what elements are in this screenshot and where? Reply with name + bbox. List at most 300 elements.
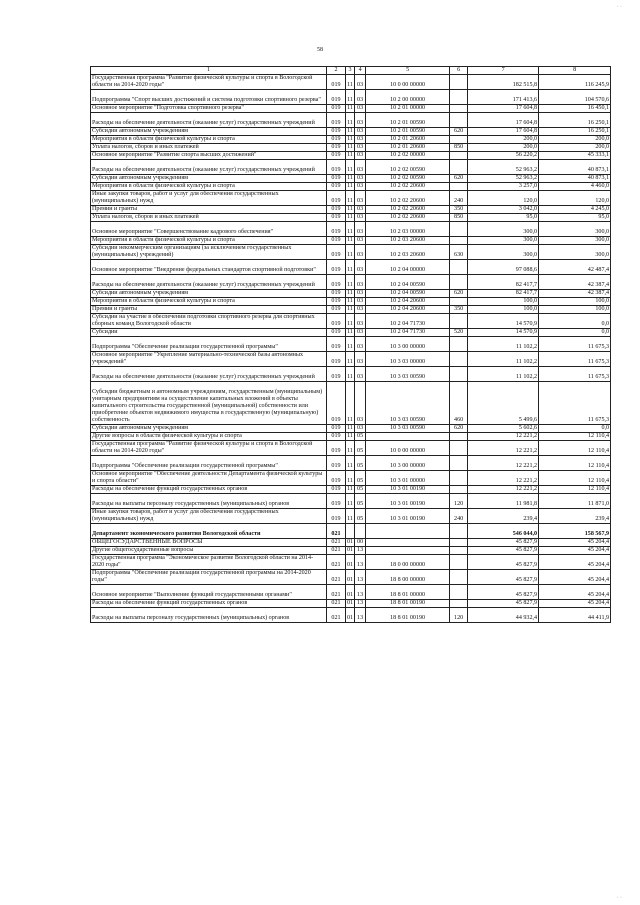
row-amount-year1-cell: 3 042,0	[468, 206, 539, 214]
row-amount-year2-cell: 16 250,1	[539, 113, 611, 128]
row-name-cell: Уплата налогов, сборов и иных платежей	[91, 144, 327, 152]
row-subsection-cell: 03	[355, 206, 366, 214]
row-subsection-cell: 13	[355, 585, 366, 600]
row-amount-year1-cell: 44 932,4	[468, 608, 539, 623]
row-section-cell: 11	[347, 144, 353, 150]
row-subsection-cell: 03	[355, 105, 366, 113]
row-subsection-cell: 05	[355, 486, 366, 494]
row-amount-year2-cell: 45 204,4	[539, 555, 611, 570]
row-amount-year2-cell: 11 675,3	[539, 382, 611, 425]
row-ministry-code-cell: 019	[327, 441, 346, 456]
corner-mark-top: · ·	[616, 4, 622, 10]
row-section-cell: 01	[346, 585, 355, 600]
row-amount-year2-cell: 11 675,3	[539, 337, 611, 352]
row-expense-type-cell	[450, 539, 468, 547]
row-section-cell	[346, 524, 355, 539]
row-expense-type-cell: 240	[450, 191, 468, 206]
row-name-cell: Субсидии автономным учреждениям	[91, 128, 327, 136]
row-amount-year1-cell: 12 221,2	[468, 456, 539, 471]
row-subsection-cell: 03	[355, 191, 366, 206]
row-name-cell: Расходы на обеспечение деятельности (оказание услуг) государственных учреждений	[91, 113, 327, 128]
row-ministry-code-cell: 021	[327, 585, 346, 600]
table-row	[91, 206, 611, 214]
row-amount-year2-cell: 12 110,4	[539, 441, 611, 456]
row-ministry-code-cell: 019	[327, 136, 346, 144]
row-section-cell: 11	[347, 433, 353, 439]
row-target-article-cell: 10 3 01 00190	[366, 509, 450, 524]
row-name-cell: Департамент экономического развития Вологодской области	[91, 524, 327, 539]
table-row	[91, 214, 611, 222]
table-row	[91, 275, 611, 290]
row-ministry-code-cell: 019	[327, 90, 346, 105]
table-row	[91, 486, 611, 494]
row-amount-year1-cell: 182 515,8	[468, 75, 539, 90]
row-target-article-cell	[366, 539, 450, 547]
row-target-article-cell: 10 2 04 00000	[366, 260, 450, 275]
row-expense-type-cell	[450, 600, 468, 608]
row-target-article-cell: 18 8 01 00190	[366, 600, 450, 608]
row-amount-year1-cell: 45 827,9	[468, 600, 539, 608]
row-ministry-code-cell: 019	[327, 214, 346, 222]
row-expense-type-cell	[450, 75, 468, 90]
row-subsection-cell: 03	[355, 222, 366, 237]
row-section-cell: 11	[347, 298, 353, 304]
row-section-cell: 11	[346, 90, 355, 105]
row-section-cell: 01	[346, 570, 355, 585]
row-target-article-cell: 10 2 04 20600	[366, 298, 450, 306]
row-section-cell: 11	[347, 136, 353, 142]
table-row	[91, 245, 611, 260]
row-section-cell: 11	[346, 382, 355, 425]
row-subsection-cell: 13	[355, 600, 366, 608]
row-subsection-cell: 03	[355, 314, 366, 329]
column-header-5: 5	[366, 67, 450, 75]
row-amount-year1-cell: 45 827,9	[468, 570, 539, 585]
row-section-cell: 11	[347, 306, 353, 312]
row-target-article-cell: 10 2 04 71730	[366, 314, 450, 329]
row-amount-year2-cell: 158 567,9	[539, 524, 611, 539]
row-target-article-cell: 10 2 02 00590	[366, 175, 450, 183]
row-ministry-code-cell: 021	[327, 524, 346, 539]
row-name-cell: Подпрограмма "Обеспечение реализации государственной программы на 2014-2020 годы"	[91, 570, 327, 585]
row-expense-type-cell	[450, 113, 468, 128]
row-amount-year2-cell: 12 110,4	[539, 486, 611, 494]
row-ministry-code-cell: 019	[327, 306, 346, 314]
table-row	[91, 183, 611, 191]
row-expense-type-cell: 630	[450, 245, 468, 260]
row-target-article-cell: 10 2 02 00000	[366, 152, 450, 160]
row-ministry-code-cell: 019	[327, 160, 346, 175]
row-expense-type-cell	[450, 524, 468, 539]
row-name-cell: Подпрограмма "Спорт высших достижений и система подготовки спортивного резерва"	[91, 90, 327, 105]
row-name-cell: Расходы на выплаты персоналу государственных (муниципальных) органов	[91, 608, 327, 623]
row-amount-year1-cell: 17 604,8	[468, 128, 539, 136]
row-subsection-cell: 05	[355, 494, 366, 509]
row-amount-year2-cell: 40 873,1	[539, 175, 611, 183]
row-expense-type-cell: 520	[450, 329, 468, 337]
row-name-cell: Основное мероприятие "Развитие спорта высших достижений"	[91, 152, 327, 160]
row-ministry-code-cell: 021	[327, 539, 346, 547]
row-amount-year1-cell: 52 963,2	[468, 160, 539, 175]
row-amount-year2-cell: 45 204,4	[539, 547, 611, 555]
table-row	[91, 425, 611, 433]
row-amount-year2-cell: 16 250,1	[539, 128, 611, 136]
row-amount-year1-cell: 200,0	[468, 144, 539, 152]
row-ministry-code-cell: 019	[327, 290, 346, 298]
row-section-cell: 11	[347, 105, 353, 111]
row-ministry-code-cell: 021	[327, 608, 346, 623]
row-subsection-cell: 13	[355, 570, 366, 585]
column-header-7: 7	[468, 67, 539, 75]
row-ministry-code-cell: 021	[327, 555, 346, 570]
corner-mark-bottom: · ·	[616, 895, 622, 901]
row-amount-year2-cell: 104 570,6	[539, 90, 611, 105]
row-subsection-cell: 03	[355, 352, 366, 367]
row-section-cell: 11	[347, 329, 353, 335]
row-subsection-cell: 03	[355, 152, 366, 160]
budget-table-body	[91, 67, 611, 623]
row-expense-type-cell	[450, 337, 468, 352]
table-row	[91, 382, 611, 425]
row-name-cell: Иные закупки товаров, работ и услуг для обеспечения государственных (муниципальных) нужд	[91, 509, 327, 524]
row-amount-year1-cell: 97 088,6	[468, 260, 539, 275]
column-header-1: 1	[91, 67, 327, 75]
row-expense-type-cell: 620	[450, 128, 468, 136]
row-subsection-cell: 13	[355, 547, 366, 555]
row-expense-type-cell	[450, 152, 468, 160]
row-ministry-code-cell: 019	[327, 128, 346, 136]
row-amount-year1-cell: 100,0	[468, 306, 539, 314]
row-target-article-cell: 18 8 01 00000	[366, 585, 450, 600]
table-row	[91, 191, 611, 206]
row-subsection-cell: 03	[355, 245, 366, 260]
row-subsection-cell: 05	[355, 441, 366, 456]
row-amount-year2-cell: 4 460,0	[539, 183, 611, 191]
row-section-cell: 11	[346, 441, 355, 456]
row-subsection-cell: 03	[355, 306, 366, 314]
row-name-cell: Основное мероприятие "Укрепление материально-технической базы автономных учреждений"	[91, 352, 327, 367]
column-header-2: 2	[327, 67, 346, 75]
row-name-cell: Основное мероприятие "Обеспечение деятельности Департамента физической культуры и спорта области"	[91, 471, 327, 486]
column-header-4: 4	[355, 67, 366, 75]
row-expense-type-cell	[450, 237, 468, 245]
row-subsection-cell: 05	[355, 433, 366, 441]
row-target-article-cell: 10 3 01 00190	[366, 494, 450, 509]
row-section-cell: 11	[346, 245, 355, 260]
row-amount-year2-cell: 116 245,9	[539, 75, 611, 90]
table-row	[91, 90, 611, 105]
column-header-8: 8	[539, 67, 611, 75]
row-subsection-cell: 03	[355, 237, 366, 245]
row-name-cell: Иные закупки товаров, работ и услуг для обеспечения государственных (муниципальных) нужд	[91, 191, 327, 206]
row-name-cell: Расходы на обеспечение деятельности (оказание услуг) государственных учреждений	[91, 160, 327, 175]
row-name-cell: Расходы на выплаты персоналу государственных (муниципальных) органов	[91, 494, 327, 509]
row-expense-type-cell	[450, 456, 468, 471]
row-target-article-cell: 10 3 03 00590	[366, 425, 450, 433]
row-ministry-code-cell: 021	[327, 547, 346, 555]
row-expense-type-cell	[450, 585, 468, 600]
row-section-cell: 11	[347, 290, 353, 296]
row-subsection-cell: 05	[355, 509, 366, 524]
column-header-6: 6	[450, 67, 468, 75]
row-amount-year1-cell: 5 602,6	[468, 425, 539, 433]
row-amount-year1-cell: 95,0	[468, 214, 539, 222]
row-subsection-cell: 03	[355, 160, 366, 175]
row-amount-year1-cell: 45 827,9	[468, 585, 539, 600]
row-amount-year1-cell: 300,0	[468, 245, 539, 260]
row-subsection-cell: 03	[355, 90, 366, 105]
row-subsection-cell: 03	[355, 113, 366, 128]
row-target-article-cell	[366, 524, 450, 539]
row-ministry-code-cell: 019	[327, 183, 346, 191]
row-name-cell: Другие вопросы в области физической культуры и спорта	[91, 433, 327, 441]
row-target-article-cell: 18 8 01 00190	[366, 608, 450, 623]
row-ministry-code-cell: 019	[327, 152, 346, 160]
row-ministry-code-cell: 019	[327, 222, 346, 237]
row-section-cell: 01	[347, 600, 354, 606]
row-name-cell: Мероприятия в области физической культуры и спорта	[91, 298, 327, 306]
row-section-cell: 11	[347, 237, 353, 243]
row-subsection-cell: 03	[355, 298, 366, 306]
row-amount-year2-cell: 11 675,3	[539, 367, 611, 382]
row-amount-year1-cell: 300,0	[468, 237, 539, 245]
row-amount-year2-cell: 100,0	[539, 306, 611, 314]
table-row	[91, 314, 611, 329]
row-section-cell: 11	[346, 191, 355, 206]
row-amount-year2-cell: 95,0	[539, 214, 611, 222]
table-row	[91, 290, 611, 298]
row-amount-year2-cell: 300,0	[539, 222, 611, 237]
row-ministry-code-cell: 019	[327, 245, 346, 260]
row-subsection-cell: 03	[355, 136, 366, 144]
row-subsection-cell: 13	[355, 555, 366, 570]
row-subsection-cell: 03	[355, 175, 366, 183]
row-amount-year1-cell: 12 221,2	[468, 486, 539, 494]
row-section-cell: 01	[346, 555, 355, 570]
row-ministry-code-cell: 021	[327, 570, 346, 585]
row-expense-type-cell	[450, 570, 468, 585]
table-row	[91, 329, 611, 337]
row-ministry-code-cell: 019	[327, 237, 346, 245]
row-amount-year1-cell: 82 417,7	[468, 290, 539, 298]
row-target-article-cell: 10 2 01 20600	[366, 136, 450, 144]
table-row	[91, 433, 611, 441]
table-row	[91, 152, 611, 160]
row-target-article-cell: 10 2 01 00000	[366, 105, 450, 113]
row-subsection-cell: 03	[355, 275, 366, 290]
row-subsection-cell: 03	[355, 367, 366, 382]
row-amount-year2-cell: 42 387,4	[539, 275, 611, 290]
row-expense-type-cell	[450, 441, 468, 456]
row-section-cell: 11	[346, 352, 355, 367]
row-subsection-cell: 03	[355, 183, 366, 191]
row-target-article-cell: 10 2 04 00590	[366, 275, 450, 290]
table-row	[91, 547, 611, 555]
row-amount-year2-cell: 44 411,9	[539, 608, 611, 623]
row-section-cell: 11	[347, 486, 353, 492]
row-section-cell: 11	[346, 314, 355, 329]
row-amount-year1-cell: 45 827,9	[468, 539, 539, 547]
row-name-cell: Государственная программа "Экономическое развитие Вологодской области на 2014-2020 годы"	[91, 555, 327, 570]
row-subsection-cell: 03	[355, 337, 366, 352]
row-subsection-cell: 13	[355, 608, 366, 623]
row-amount-year2-cell: 16 450,1	[539, 105, 611, 113]
row-name-cell: Государственная программа "Развитие физической культуры и спорта в Вологодской области на 2014-2020 годы"	[91, 75, 327, 90]
table-row	[91, 570, 611, 585]
row-name-cell: Субсидии бюджетным и автономным учреждениям, государственным (муниципальным) унитарным предприятиям на осуществление капитальных вложений в объекты капитального строительства государственной (муниципальной) собственности или приобретение объектов недвижимого имущества в государственную (муниципальную) собственность	[91, 382, 327, 425]
row-amount-year2-cell: 0,0	[539, 314, 611, 329]
row-ministry-code-cell: 019	[327, 175, 346, 183]
row-ministry-code-cell: 019	[327, 509, 346, 524]
row-amount-year2-cell: 200,0	[539, 136, 611, 144]
row-expense-type-cell	[450, 555, 468, 570]
row-target-article-cell: 10 2 04 71730	[366, 329, 450, 337]
row-expense-type-cell: 120	[450, 608, 468, 623]
row-amount-year2-cell: 0,0	[539, 329, 611, 337]
row-ministry-code-cell: 019	[327, 382, 346, 425]
row-expense-type-cell	[450, 160, 468, 175]
row-amount-year2-cell: 40 873,1	[539, 160, 611, 175]
row-amount-year1-cell: 45 827,9	[468, 547, 539, 555]
row-target-article-cell: 10 2 03 00000	[366, 222, 450, 237]
table-row	[91, 160, 611, 175]
row-amount-year1-cell: 12 221,2	[468, 433, 539, 441]
row-target-article-cell: 10 2 00 00000	[366, 90, 450, 105]
row-amount-year1-cell: 300,0	[468, 222, 539, 237]
table-row	[91, 337, 611, 352]
row-target-article-cell: 10 0 00 00000	[366, 441, 450, 456]
table-row	[91, 600, 611, 608]
row-target-article-cell: 10 3 03 00590	[366, 367, 450, 382]
row-section-cell: 11	[346, 275, 355, 290]
row-target-article-cell: 10 2 03 20600	[366, 237, 450, 245]
table-row	[91, 113, 611, 128]
row-name-cell: Субсидии автономным учреждениям	[91, 290, 327, 298]
row-section-cell: 11	[346, 509, 355, 524]
row-expense-type-cell	[450, 183, 468, 191]
row-section-cell: 11	[347, 175, 353, 181]
row-subsection-cell: 00	[355, 539, 366, 547]
row-target-article-cell: 10 2 02 20600	[366, 191, 450, 206]
row-section-cell: 11	[346, 367, 355, 382]
table-row	[91, 298, 611, 306]
row-amount-year1-cell: 11 102,2	[468, 352, 539, 367]
row-amount-year1-cell: 12 221,2	[468, 441, 539, 456]
row-amount-year2-cell: 200,0	[539, 144, 611, 152]
row-name-cell: Субсидии на участие в обеспечении подготовки спортивного резерва для спортивных сборных команд Вологодской области	[91, 314, 327, 329]
row-subsection-cell: 03	[355, 214, 366, 222]
row-target-article-cell: 10 2 03 20600	[366, 245, 450, 260]
row-amount-year2-cell: 11 871,0	[539, 494, 611, 509]
row-ministry-code-cell: 019	[327, 314, 346, 329]
row-amount-year2-cell: 45 333,1	[539, 152, 611, 160]
row-expense-type-cell	[450, 105, 468, 113]
table-row	[91, 539, 611, 547]
table-row	[91, 367, 611, 382]
row-target-article-cell: 18 8 00 00000	[366, 570, 450, 585]
table-row	[91, 260, 611, 275]
row-name-cell: Основное мероприятие "Внедрение федеральных стандартов спортивной подготовки"	[91, 260, 327, 275]
table-row	[91, 306, 611, 314]
row-amount-year1-cell: 17 604,8	[468, 105, 539, 113]
table-row	[91, 75, 611, 90]
row-amount-year1-cell: 3 257,0	[468, 183, 539, 191]
row-section-cell: 11	[346, 494, 355, 509]
row-ministry-code-cell: 019	[327, 144, 346, 152]
row-target-article-cell: 10 2 01 00590	[366, 128, 450, 136]
row-name-cell: ОБЩЕГОСУДАРСТВЕННЫЕ ВОПРОСЫ	[91, 539, 327, 547]
row-amount-year2-cell: 120,0	[539, 191, 611, 206]
row-ministry-code-cell: 019	[327, 367, 346, 382]
row-target-article-cell: 18 0 00 00000	[366, 555, 450, 570]
table-row	[91, 585, 611, 600]
table-row	[91, 136, 611, 144]
row-name-cell: Другие общегосударственные вопросы	[91, 547, 327, 555]
row-section-cell: 11	[346, 260, 355, 275]
table-row	[91, 494, 611, 509]
row-target-article-cell: 10 2 01 00590	[366, 113, 450, 128]
row-section-cell: 11	[347, 214, 353, 220]
table-row	[91, 222, 611, 237]
row-target-article-cell: 10 2 02 20600	[366, 214, 450, 222]
row-name-cell: Мероприятия в области физической культуры и спорта	[91, 183, 327, 191]
row-expense-type-cell	[450, 90, 468, 105]
table-row	[91, 471, 611, 486]
row-ministry-code-cell: 019	[327, 105, 346, 113]
row-ministry-code-cell: 019	[327, 352, 346, 367]
row-ministry-code-cell: 019	[327, 191, 346, 206]
row-subsection-cell: 03	[355, 382, 366, 425]
row-target-article-cell: 10 0 00 00000	[366, 75, 450, 90]
row-name-cell: Расходы на обеспечение деятельности (оказание услуг) государственных учреждений	[91, 367, 327, 382]
row-expense-type-cell	[450, 367, 468, 382]
row-expense-type-cell	[450, 352, 468, 367]
row-name-cell: Субсидии	[91, 329, 327, 337]
row-target-article-cell: 10 3 01 00000	[366, 471, 450, 486]
row-amount-year2-cell: 45 204,4	[539, 585, 611, 600]
row-expense-type-cell: 460	[450, 382, 468, 425]
row-name-cell: Основное мероприятие "Выполнение функций государственными органами"	[91, 585, 327, 600]
row-subsection-cell: 03	[355, 75, 366, 90]
row-name-cell: Премии и гранты	[91, 306, 327, 314]
row-target-article-cell: 10 2 01 20600	[366, 144, 450, 152]
row-amount-year1-cell: 17 604,8	[468, 113, 539, 128]
row-subsection-cell: 03	[355, 260, 366, 275]
row-name-cell: Расходы на обеспечение деятельности (оказание услуг) государственных учреждений	[91, 275, 327, 290]
row-amount-year2-cell: 100,0	[539, 298, 611, 306]
row-subsection-cell: 05	[355, 456, 366, 471]
row-expense-type-cell	[450, 136, 468, 144]
row-amount-year2-cell: 300,0	[539, 245, 611, 260]
row-name-cell: Подпрограмма "Обеспечение реализации государственной программы"	[91, 456, 327, 471]
row-ministry-code-cell: 019	[327, 275, 346, 290]
row-subsection-cell: 03	[355, 128, 366, 136]
row-ministry-code-cell: 019	[327, 425, 346, 433]
row-amount-year1-cell: 45 827,9	[468, 555, 539, 570]
row-target-article-cell: 10 3 01 00190	[366, 486, 450, 494]
row-name-cell: Расходы на обеспечение функций государственных органов	[91, 486, 327, 494]
row-section-cell: 01	[347, 547, 354, 553]
row-amount-year2-cell: 12 110,4	[539, 456, 611, 471]
row-subsection-cell: 03	[355, 329, 366, 337]
row-name-cell: Мероприятия в области физической культуры и спорта	[91, 237, 327, 245]
row-section-cell: 11	[346, 113, 355, 128]
row-target-article-cell: 10 3 03 00590	[366, 382, 450, 425]
row-ministry-code-cell: 019	[327, 494, 346, 509]
row-expense-type-cell: 850	[450, 144, 468, 152]
row-amount-year1-cell: 14 570,9	[468, 314, 539, 329]
row-amount-year1-cell: 52 963,2	[468, 175, 539, 183]
